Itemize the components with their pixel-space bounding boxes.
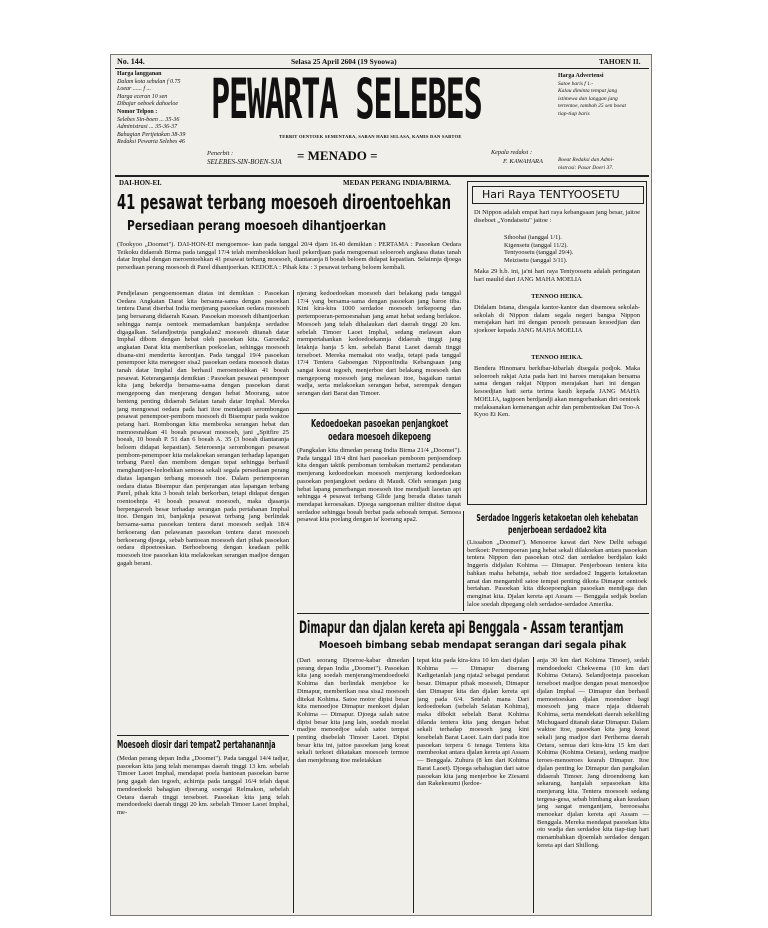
ad-price-line: istimewa dan langgan jang — [558, 95, 618, 102]
story5-subheadline: Moesoeh bimbang sebab mendapat serangan dari segala pihak — [319, 640, 627, 651]
masthead-title: PEWARTA SELEBES — [211, 67, 482, 131]
story3-body: (Medan perang depan India „Doomei"). Pada tanggal 14/4 tadjar, pasoekan kita jang telah merampas daerah tinggi 13 km. sebelah Timoer Laoet Imphal, mendapat poela bantoean pasoekan baroe jang gagah dan tegoeh, achirnja pada tanggal 16/4 telah dapat mendoedoeki bahagian djoerang soengai Relmakon, sebelah Oetara daerah tinggi terseboet. Pasoekan kita jang telah mendoedoeki daerah tinggi 20 km. sebelah Timoer Laoet Imphal, me- — [117, 755, 289, 816]
ad-price-line: Satoe baris f 1.- — [558, 80, 594, 87]
holiday-list-item: Kigensetu (tanggal 11/2). — [504, 241, 568, 249]
story5-column-3: anja 30 km dari Kohima Timoer), sedah mendoedoeki Chekwema (10 km dari Kohima Oetara). Selandjoetnja pasoekan terseboet madjoe dengan pesat menoedjoe djalan Imphal — Dimapur dan berhasil memoetoeskan djalan moendoer bagi moesoeh jang mace njaja didaerah Kohima, serta mendekati daerah sekeliling Michugaard ditanah datar Dimapur. Dalam waktoe itoe, pasoekan kita jang koeat sekali jang madjoe dari Perihema daerah Oetara, semua dari kira-kira 15 km dari Kohima (Kohima Oetara), sedang madjoe teroes-menoeroes kearah Dimapur. Itoe djalan penting ke Dimapur dan pangkalan didaerah Timoer. Jang diroendoeng kan sekarang, hanjalah sepasoekan kita menjerang kita. Tentera moesoeh sedang tergesa-gesa, sebab bimbang akan keadaan jang sangat mengantjam, bereoesaha menoekar djalan kereta api Assam — Benggala. Mereka mendapat pasoekan kita oto wadja dan serdadoe kita tiap-tiap hari menambahkan djoemlah serdadoe dengan kereta api dari Shillong. — [537, 657, 649, 849]
price-line: Nomor Telpon : — [117, 108, 158, 115]
price-line: Administrasi ... 35-36-37 — [117, 124, 178, 131]
price-line: Redaksi Pewarta Selebes 46 — [117, 139, 185, 146]
editor-name: F. KAWAHARA — [503, 158, 543, 165]
price-line: Dalam kota sebulan f 0.75 — [117, 78, 181, 85]
holiday-intro: Di Nippon adalah empat hari raya kebangsaan jang besar, jaitoe diseboet „Yondaisetu" jaitoe : — [474, 209, 640, 224]
price-line: Dibajar oeboek dahoeloe — [117, 101, 178, 108]
issue-year: TAHOEN II. — [599, 57, 641, 66]
office-line: Boeat Redaksi dan Admi- — [558, 157, 614, 163]
ad-price-line: Harga Advertensi — [558, 73, 604, 79]
issue-number: No. 144. — [117, 57, 145, 66]
price-line: Selebes Sin-boen ... 35-36 — [117, 116, 180, 123]
lead-subheadline: Persediaan perang moesoeh dihantjoerkan — [127, 219, 387, 234]
office-address — [558, 157, 650, 172]
issue-date: Selasa 25 April 2604 (19 Syoowa) — [291, 57, 397, 66]
story2-body: (Pangkalan kita dimedan perang India Birma 21/4 „Doomei"). Pada tanggal 18/4 dini hari pasoekan pemboom penjoendoep kita dengan taktik pemboman tembakan mertam2 pendaratan menjerang kedoedoekan moesoeh menjerang kedoedoekan pasoekan penjangkoet oedara di Maudi. Oleh serangan jang hebat lapang penerbangan moesoeh itoe mendjadi laoetan api sehingga 4 pesawat terbang Glide jang berada diatas tanah mendapat keroesakan. Djoega sangoenan militer disitoe dapat serdadoe sehingga boeah berbat pada seboeah tempat. Semoea pesawat kita poelang dengan ta' koerang apa2. — [297, 447, 461, 524]
lead-column-1: Pendjelasan pengoemoeman diatas ini demikian : Pasoekan Oedara Angkatan Darat kita bersama-sama dengan pasoekan tentera Darat diserbai India menjerang pasoekan oedara moesoeh jang bersarang didaerah Kasan. Pasoekan moesoeh dihantjoerkan sehingga namja oentoek memadamkan banjaknja serdadoe digagalkan. Selandjoetnja pangkalan2 moesoeh ditanah datar Imphal dibom dengan hebat oleh pasoekan kita. Garoeda2 angkatan Darat kita memberikan poekoelan, sehingga moesoeh disana-sini menderita kerontjan. Pada tanggal 19/4 pasoekan penempoer kita menegoer sisa2 pasoekan oedara moesoeh diatas tanah datar Imphal dan berhasil meroentoehkan 41 boeah pesawat. Keterangannja demikian : Pasoekan pesawat penempoer kita jang bekerdja bersama-sama dengan pasoekan darat mengepoeng dan menjerang dengan hebat Moorang, satoe benteng penting didaerah Selatan tanah datar Imphal. Mereka jang mengoesai oedara pada hari itoe mendapati serombongan pesawat penempoer-pembom moesoeh di Bisempur pada waktoe petang hari. Rombongan kita membeoka serangan hebat dan memoesnahkan 41 boeah pesawat moesoeh, jani „Spitfire 25 boeah, 10 boeah P. 51 dan 6 boeah A. 35 (3 boeah diantaranja beloem didapat kepastian). Seteroesnja serombongan pesawat pembom-penempoer kita melakoekan serangan terhadap lapangan terbang Parel dan membom dengan tepat sehingga berhasil menghantjoer-leeloehkan semoea sekali segala persediaan perang diatas lapangan terbang moesoeh itoe. Dalam pertempoeran oedara diatas Bisempur dan penjerangan atas lapangan terbang Parel, pihak kita 3 boeah telah berkorban, tetapi didapat dengan roentoehnja 41 boeah pesawat moesoeh, maka djasanja berpengaroeh besar terhadap serangan pada pertahanan Imphal itoe. Dengan ini, banjaknja pesawat terbang jang berlindak bersama-sama pasoekan tentera darat moesoeh sedjak 18/4 berkoerang dan pelawanan pasoekan tentera darat moesoeh berkoerang djoega, sebab bantoean moesoeh dari pihak pasoekan oedara dipoetoeskan. Berhoeboeng dengan keadaan pelik moesoeh itoe pasoekan kita melakoekan serangan madjoe dengan gagah berani. — [117, 290, 289, 567]
holiday-list-item: Meizisetu (tanggal 3/11). — [504, 256, 568, 264]
lead-column-2: njerang kedoedoekan moesoeh dari belakang pada tanggal 17/4 yang bersama-sama dengan pasoekan jang baroe tiba. Kini kira-kira 1000 serdadoe moesoeh terkepoeng dan pertempoeran-pemoesnahan jang amat hebat sedang berlakoe. Moesoeh jang telah dihalaukan dari daerah tinggi 20 km. sebelah Timoer Laoet Imphal, sedang melawan akan mempertahankan kedoedoekannja didaerah tinggi jang letaknja hanja 5 km. sebelah Barat Laoet daerah tinggi terseboet. Mereka memakai oto wadja, tetapi pada tanggal 17/4 Tentera Gaboengan Nipponfindia Kebangsaan jang sangat koeat tegoeh, menjerboe dari belakang moesoeh dan mengepoeng moesoeh jang melawan itoe, bagaikan rantai wadja, serta melakoekan serangan hebat, serempak dengan serangan dari Barat dan Timoer. — [297, 290, 461, 398]
editor-label: Kepala redaksi : — [491, 149, 533, 156]
publisher-name: SELEBES-SIN-BOEN-SJA — [207, 158, 282, 166]
holiday-emphasis-2: TENNOO HEIKA. — [531, 354, 583, 361]
advertising-box — [558, 73, 650, 119]
story5-column-2: tepat kita pada kira-kira 10 km dari djalan Kohima — Dimapur diserang Kadigetanlah jang njata2 sebagai pendarat besar. Dimapur pihak moesoeh, Dimapur dan Dimapur kita dan djalan kereta api jang pada 6/4. Setelah mana Dari kedoedoekan (sebelah Selatan Kohima), maka dibokit sebelah Barat Kohima dilanda tentera kita jang dengan hebat sekali terhadap moesoeh jang kini kesebelah Barat Laoet. Lain dari pada itoe pasoekan terpera 6 tenaga Tentera kita membeokat antara djalan kereta api Assam — Benggala. Zuhura (8 km dari Kohima Barat Laoet). Djoega sebahagian dari satoe pasoekan kita jang menjerboe ke Ziesami dan Rakekesumi (kedoe- — [417, 657, 529, 788]
newspaper-page — [110, 54, 652, 916]
holiday-list — [504, 234, 634, 264]
story4-body: (Lissabon „Doomei"). Menoeroe kawat dari New Delhi sebagai berikoet: Pertempoeran jang hebat sekali dilakoekan antara pasoekan tentera Nippon dan pasoekan oto2 dan serdadoe berdjalan kaki Inggeris didjalan Kohima — Dimapur. Penjerboean tentera kita bahkan maha hebatnja, sebab itoe serdadoe2 Inggeris ketakoetan amat dan mengambil satoe tempat penting dikota Dimapur oentoek bertahan. Pasoekan kita dikoepoengkan pasoekan mendjaga dan menginat kita. Djalan kereta api Assam — Benggala sedjak boelan laloe soedah dipegang oleh serdadoe-serdadoe Amerika. — [467, 539, 647, 608]
story3-headline: Moesoeh diosir dari tempat2 pertahanannja — [117, 738, 276, 751]
office-line: nistrasi: Pasar Doeri 37. — [558, 164, 614, 171]
story5-column-1: (Dari seorang Djoeroe-kabar dimedan perang depan India „Doomei"). Pasoekan kita jang soedah menjerang/mendoedoeki Kohima dan berlindak menjeboe ke Dimapur, memberikan rasa sisa2 moesoeh ditekat Kohima. Satoe motor dipisi besar kita menoedjoe Dimapur menkoet djalan Kohima — Dimapur. Djoega salah satoe dipisi besar kita jang lain, soedah moelai madjoe menoedjoe salah satoe tempat penting disebelah Timoer Laoet. Dipisi besar kita ini, jaitoe pasoekan jang koeat sekali terkoet dikatakan moesoeh termoe dan menjebrang itoe meletakkan — [297, 657, 409, 765]
holiday-paragraph-2: Didalam Istana, diesgala kantor-kantor dan disemoea sekolah-sekolah di Nippon dalam segala negeri bangsa Nippon merajakan hari ini dengan penoeh perasaan kesoedjian dan sjoekoer kepada JANG MAHA MOELIA — [474, 304, 640, 335]
story4-headline: Serdadoe Inggeris ketakoetan oleh kehebatan penjerboean serdadoe2 kita — [476, 513, 639, 536]
price-line: Harga langganan — [117, 71, 162, 77]
holiday-list-item: Sihoohai (tanggal 1/1). — [504, 234, 562, 241]
lead-intro: (Tookyoo „Doomei"). DAI-HON-EI mengoemoe- kan pada tanggal 20/4 djam 16.40 demikian : PERTAMA : Pasoekan Oedara Teikoku didaerah Birma pada tanggal 17/4 telah membeokkikan hasil pekerdjaan pada mengoensai seloeroeh angkasa diatas tanah datar Imphal dengan meroentoehkan 41 pesawat terbang moesoeh, diantaranja 8 boeah beloem didapat kepastian. Selainnja djoega persediaan perang moesoeh di Parel dihantjoerkan. KEDOEA : Pihak kita : 3 pesawat terbang beloem kembali. — [117, 241, 461, 272]
publisher-label: Penerbit : — [207, 150, 234, 157]
dateline-left: DAI-HON-EI. — [119, 179, 162, 187]
holiday-paragraph-3: Bendera Hinomaru berkibar-kibarlah disegala podjok. Maka seloeroeh rakjat Azia pada hari ini haroes merajakan bersama sama dengan rakjat Nippon merajakan hari ini dengan kesoedjian hati serta terima kasih kepada JANG MAHA MOELIA, tagipoen berdjandji akan mengorbankan diri oentoek melaksanakan kemenangan achir dan pembentoekan Dai Too-A Kyoo Ei Ken. — [474, 365, 640, 419]
lead-headline: 41 pesawat terbang moesoeh diroentoehkan — [117, 190, 452, 214]
holiday-emphasis: TENNOO HEIKA. — [531, 293, 583, 300]
holiday-list-item: Tentyoosetu (tanggal 29/4). — [504, 249, 574, 257]
holiday-box — [467, 181, 647, 505]
ad-price-line: Kalau diminta tempat jang — [558, 88, 618, 95]
masthead-city: = MENADO = — [297, 148, 378, 163]
story2-headline: Kedoedoekan pasoekan penjangkoet oedara moesoeh dikepoeng — [311, 417, 449, 443]
price-line: Loear ...... f ... — [117, 86, 152, 93]
masthead-tagline: TERBIT OENTOEK SEMENTARA, SABAN HARI SELASA, KAMIS DAN SABTOE — [279, 134, 462, 139]
ad-price-line: tertentoe, tambah 25 sen boeat — [558, 103, 626, 110]
price-line: Bahagian Pertjetakan 38-39 — [117, 131, 186, 138]
holiday-paragraph-1: Maka 29 h.b. ini, ja'ni hari raya Tentyoosetu adalah peringatan hari maulid dari JANG MAHA MOELIA — [474, 268, 640, 283]
story5-headline: Dimapur dan djalan kereta api Benggala - Assam terantjam — [299, 618, 624, 638]
ad-price-line: tiap-tiap baris — [558, 110, 590, 117]
price-line: Harga eceran 10 sen — [117, 93, 168, 100]
holiday-title: Hari Raya TENTYOOSETU — [482, 188, 620, 201]
subscription-box — [117, 71, 209, 147]
dateline-right: MEDAN PERANG INDIA/BIRMA. — [343, 179, 451, 187]
